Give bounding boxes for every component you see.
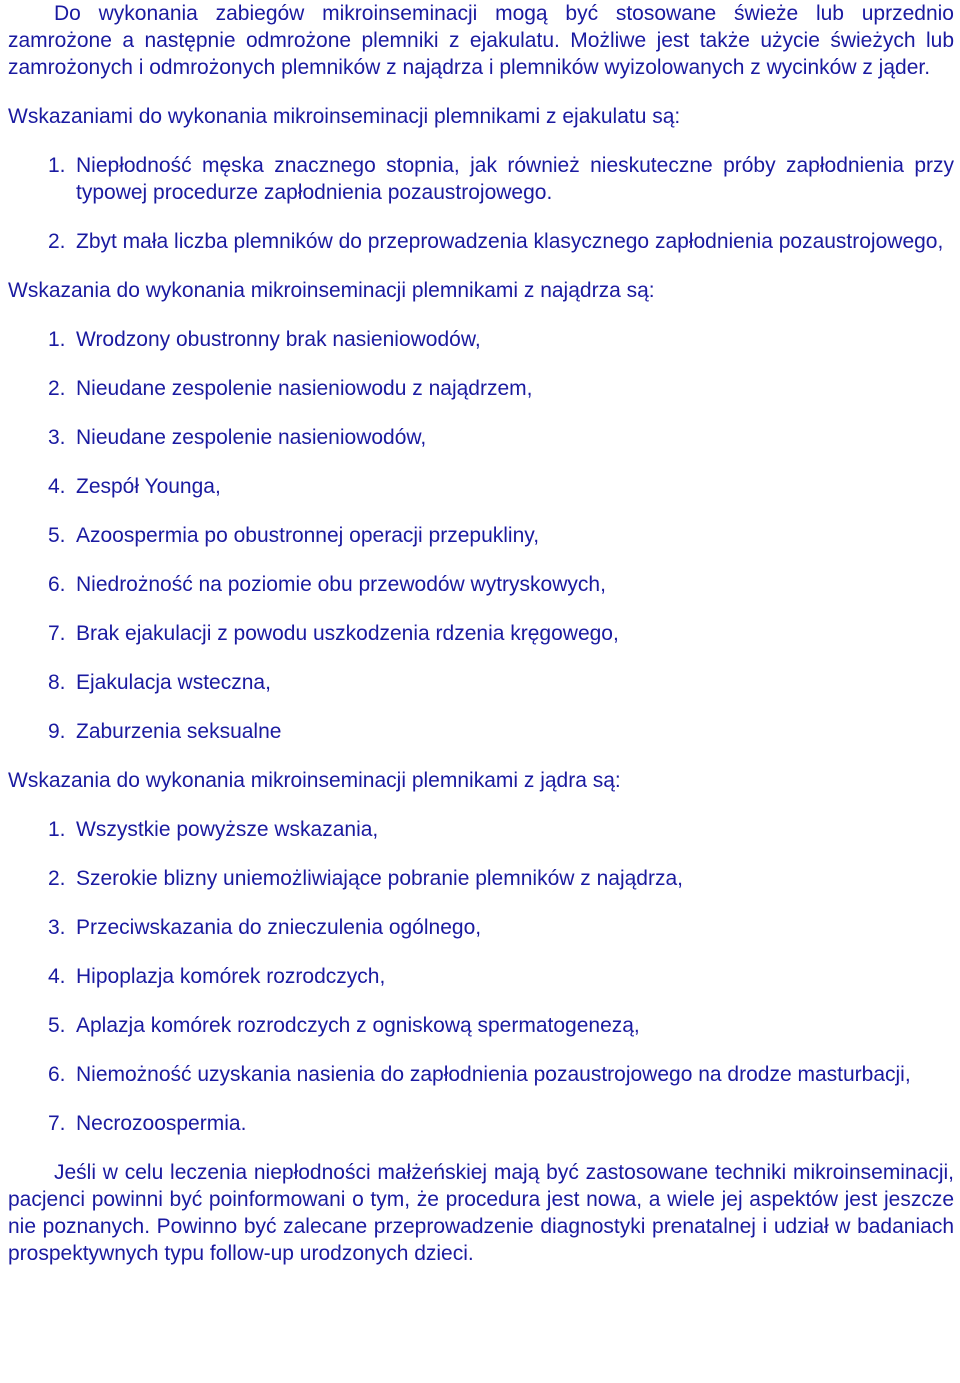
list-item xyxy=(8,963,954,990)
list-item-number: 1. xyxy=(48,154,66,177)
list-item xyxy=(8,718,954,745)
section-heading-testis: Wskazania do wykonania mikroinseminacji plemnikami z jądra są: xyxy=(8,769,621,792)
list-item xyxy=(8,914,954,941)
list-item-text: Wrodzony obustronny brak nasieniowodów, xyxy=(76,328,481,351)
list-item-text: Szerokie blizny uniemożliwiające pobranie plemników z najądrza, xyxy=(76,867,683,890)
list-item-number: 4. xyxy=(48,965,66,988)
list-item-text: Niedrożność na poziomie obu przewodów wytryskowych, xyxy=(76,573,606,596)
list-item-number: 1. xyxy=(48,328,66,351)
list-item-number: 2. xyxy=(48,867,66,890)
section-heading-ejaculate: Wskazaniami do wykonania mikroinseminacji plemnikami z ejakulatu są: xyxy=(8,105,681,128)
list-item-text: Necrozoospermia. xyxy=(76,1112,247,1135)
closing-paragraph: Jeśli w celu leczenia niepłodności małżeńskiej mają być zastosowane techniki mikroinseminacji, pacjenci powinni być poinformowani o tym, że procedura jest nowa, a wiele jej aspektów jest jeszcze nie poznanych. Powinno być zalecane przeprowadzenie diagnostyki prenatalnej i udział w badaniach prospektywnych typu follow-up urodzonych dzieci. xyxy=(8,1161,954,1265)
list-item xyxy=(8,326,954,353)
list-ejaculate-indications xyxy=(8,152,954,255)
list-item xyxy=(8,375,954,402)
list-item-number: 7. xyxy=(48,622,66,645)
list-item xyxy=(8,865,954,892)
list-item-text: Zespół Younga, xyxy=(76,475,221,498)
list-item-text: Niemożność uzyskania nasienia do zapłodnienia pozaustrojowego na drodze masturbacji, xyxy=(76,1063,911,1086)
list-item-text: Brak ejakulacji z powodu uszkodzenia rdzenia kręgowego, xyxy=(76,622,619,645)
list-item-number: 2. xyxy=(48,230,66,253)
list-item xyxy=(8,669,954,696)
list-testis-indications xyxy=(8,816,954,1137)
list-item-number: 6. xyxy=(48,1063,66,1086)
list-item xyxy=(8,816,954,843)
list-item-number: 1. xyxy=(48,818,66,841)
list-item-number: 3. xyxy=(48,426,66,449)
list-item-text: Zbyt mała liczba plemników do przeprowadzenia klasycznego zapłodnienia pozaustrojowego, xyxy=(76,230,944,253)
list-item-text: Nieudane zespolenie nasieniowodu z najądrzem, xyxy=(76,377,533,400)
document-page xyxy=(8,0,954,1267)
list-item-text: Wszystkie powyższe wskazania, xyxy=(76,818,379,841)
list-item xyxy=(8,424,954,451)
list-item xyxy=(8,1061,954,1088)
section-heading-epididymis: Wskazania do wykonania mikroinseminacji plemnikami z najądrza są: xyxy=(8,279,655,302)
list-item-number: 4. xyxy=(48,475,66,498)
list-item xyxy=(8,571,954,598)
list-item-text: Hipoplazja komórek rozrodczych, xyxy=(76,965,386,988)
list-item-number: 9. xyxy=(48,720,66,743)
list-item xyxy=(8,152,954,206)
list-item-text: Aplazja komórek rozrodczych z ogniskową spermatogenezą, xyxy=(76,1014,640,1037)
list-item-number: 6. xyxy=(48,573,66,596)
list-item xyxy=(8,1110,954,1137)
intro-paragraph: Do wykonania zabiegów mikroinseminacji mogą być stosowane świeże lub uprzednio zamrożone a następnie odmrożone plemniki z ejakulatu. Możliwe jest także użycie świeżych lub zamrożonych i odmrożonych plemników z najądrza i plemników wyizolowanych z wycinków z jąder. xyxy=(8,2,954,79)
list-item-text: Przeciwskazania do znieczulenia ogólnego, xyxy=(76,916,482,939)
list-item xyxy=(8,620,954,647)
list-item-number: 8. xyxy=(48,671,66,694)
list-item-number: 2. xyxy=(48,377,66,400)
list-item-text: Ejakulacja wsteczna, xyxy=(76,671,271,694)
list-item xyxy=(8,522,954,549)
list-item-text: Azoospermia po obustronnej operacji przepukliny, xyxy=(76,524,540,547)
list-item-text: Zaburzenia seksualne xyxy=(76,720,282,743)
list-item-text: Nieudane zespolenie nasieniowodów, xyxy=(76,426,427,449)
list-item xyxy=(8,228,954,255)
list-item xyxy=(8,473,954,500)
list-item-number: 7. xyxy=(48,1112,66,1135)
list-item-number: 5. xyxy=(48,1014,66,1037)
list-epididymis-indications xyxy=(8,326,954,745)
list-item-text: Niepłodność męska znacznego stopnia, jak również nieskuteczne próby zapłodnienia przy typowej procedurze zapłodnienia pozaustrojowego. xyxy=(76,154,954,204)
list-item-number: 5. xyxy=(48,524,66,547)
list-item-number: 3. xyxy=(48,916,66,939)
list-item xyxy=(8,1012,954,1039)
